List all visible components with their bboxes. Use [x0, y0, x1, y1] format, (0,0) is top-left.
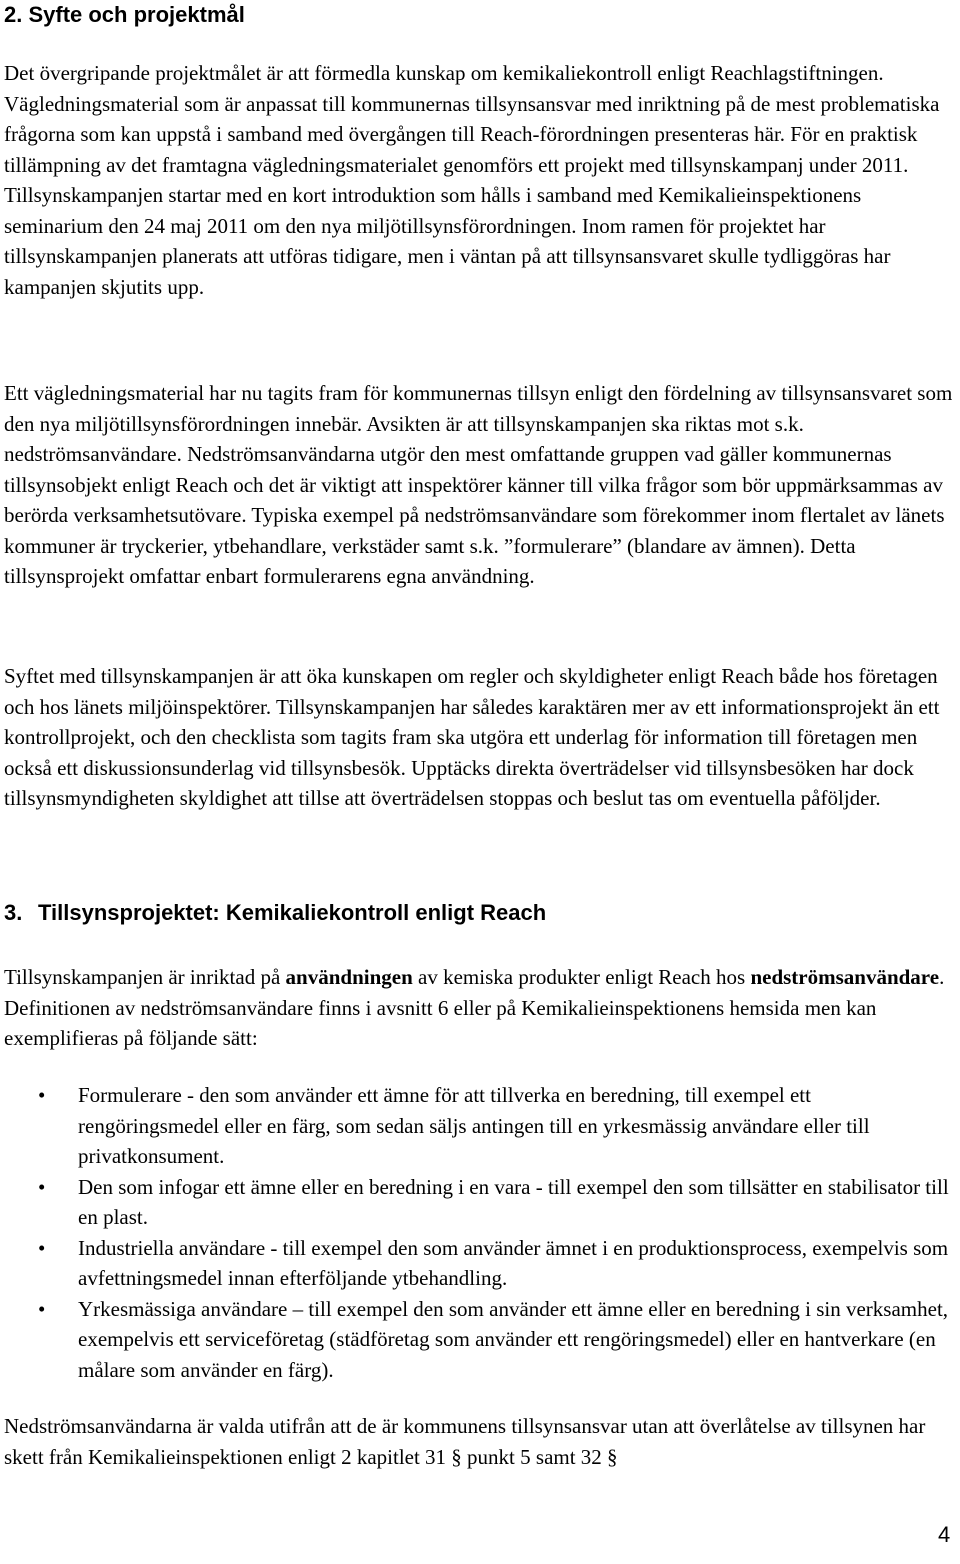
list-item-text: Yrkesmässiga användare – till exempel den som använder ett ämne eller en beredning i sin verksamhet, exempelvis ett serviceföretag (städföretag som använder ett rengöringsmedel) eller en hantverkare (en målare som använder en färg). [78, 1296, 949, 1382]
intro-part-a: Tillsynskampanjen är inriktad på [4, 965, 286, 989]
bullet-icon: • [38, 1083, 46, 1107]
bullet-icon: • [38, 1296, 46, 1321]
bullet-icon: • [38, 1174, 46, 1199]
section-2-paragraph-1 [4, 58, 956, 302]
definition-list [0, 1080, 956, 1385]
list-item-text: Formulerare - den som använder ett ämne för att tillverka en beredning, till exempel ett rengöringsmedel eller en färg, som sedan säljs antingen till en yrkesmässig användare eller till privatkonsument. [78, 1083, 870, 1168]
p1-sentence-d: Tillsynskampanjen startar med en kort introduktion som hålls i samband med Kemikalieinspektionens seminarium den 24 maj 2011 om den nya miljötillsynsförordningen. [4, 183, 862, 238]
page-number: 4 [938, 1522, 951, 1547]
section-3-heading [4, 900, 956, 926]
intro-part-c: av kemiska produkter enligt Reach hos [412, 965, 751, 989]
list-item [0, 1294, 956, 1386]
bullet-icon: • [38, 1235, 46, 1260]
p1-sentence-c: För en praktisk tillämpning av det framtagna vägledningsmaterialet genomförs ett projekt med tillsynskampanj under 2011. [4, 122, 918, 177]
list-item [0, 1233, 956, 1294]
intro-part-e: . Definitionen av nedströmsanvändare finns i avsnitt 6 eller på Kemikalieinspektionens hemsida men kan exemplifieras på följande sätt: [4, 965, 945, 1050]
p1-sentence-b: Vägledningsmaterial som är anpassat till kommunernas tillsynsansvar med inriktning på de mest problematiska frågorna som kan uppstå i samband med övergången till Reach-förordningen presenteras här. [4, 91, 940, 146]
section-3-title: Tillsynsprojektet: Kemikaliekontroll enligt Reach [38, 900, 547, 925]
p1-sentence-e: Inom ramen för projektet har tillsynskampanjen planerats att utföras tidigare, men i väntan på att tillsynsansvaret skulle tydliggöras har kampanjen skjutits upp. [4, 213, 891, 299]
list-item-text: Den som infogar ett ämne eller en beredning i en vara - till exempel den som tillsätter en stabilisator till en plast. [78, 1174, 949, 1229]
section-2-heading: 2. Syfte och projektmål [4, 2, 245, 27]
intro-emphasis-anvandningen: användningen [285, 965, 413, 989]
section-3-closing: Nedströmsanvändarna är valda utifrån att de är kommunens tillsynsansvar utan att överlåtelse av tillsynen har skett från Kemikalieinspektionen enligt 2 kapitlet 31 § punkt 5 samt 32 § [4, 1414, 926, 1469]
section-2-paragraph-2: Ett vägledningsmaterial har nu tagits fram för kommunernas tillsyn enligt den fördelning av tillsynsansvaret som den nya miljötillsynsförordningen innebär. Avsikten är att tillsynskampanjen ska riktas mot s.k. nedströmsanvändare. Nedströmsanvändarna utgör den mest omfattande gruppen vad gäller kommunernas tillsynsobjekt enligt Reach och det är viktigt att inspektörer känner till vilka frågor som bör uppmärksammas av berörda verksamhetsutövare. Typiska exempel på nedströmsanvändare som förekommer inom flertalet av länets kommuner är tryckerier, ytbehandlare, verkstäder samt s.k. ”formulerare” (blandare av ämnen). Detta tillsynsprojekt omfattar enbart formulerarens egna användning. [4, 381, 953, 588]
list-item [0, 1172, 956, 1233]
intro-emphasis-nedstromsanvandare: nedströmsanvändare [750, 965, 940, 989]
section-3-intro [4, 962, 956, 1054]
list-item-text: Industriella användare - till exempel den som använder ämnet i en produktionsprocess, exempelvis som avfettningsmedel innan efterföljande ytbehandling. [78, 1235, 949, 1290]
p1-sentence-a: Det övergripande projektmålet är att förmedla kunskap om kemikaliekontroll enligt Reachlagstiftningen. [4, 61, 884, 85]
section-2-paragraph-3: Syftet med tillsynskampanjen är att öka kunskapen om regler och skyldigheter enligt Reach både hos företagen och hos länets miljöinspektörer. Tillsynskampanjen har således karaktären mer av ett informationsprojekt än ett kontrollprojekt, och den checklista som tagits fram ska utgöra ett underlag för information till företagen men också ett diskussionsunderlag vid tillsynsbesök. Upptäcks direkta överträdelser vid tillsynsbesöken har dock tillsynsmyndigheten skyldighet att tillse att överträdelsen stoppas och beslut tas om eventuella påföljder. [4, 664, 940, 810]
list-item [0, 1080, 956, 1172]
section-3-number: 3. [4, 900, 23, 925]
